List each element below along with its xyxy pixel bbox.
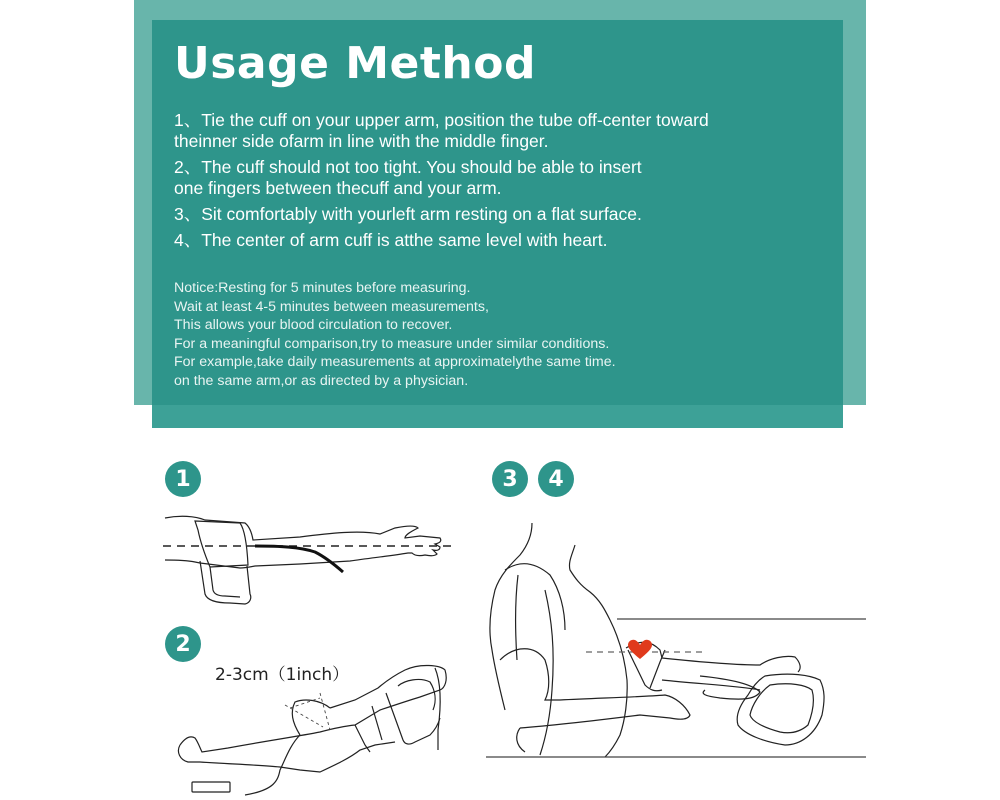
step-4: 4、The center of arm cuff is atthe same level with heart.	[174, 230, 608, 250]
step-1: 1、Tie the cuff on your upper arm, position the tube off-center toward theinner side ofarm in line with the middle finger.	[174, 110, 709, 151]
step-badge-2: 2	[165, 626, 201, 662]
step-badge-1: 1	[165, 461, 201, 497]
finger-gap-indicator	[285, 693, 330, 730]
arm-cuff-illustration-2	[178, 665, 446, 795]
arm-with-cuff-on-table	[626, 642, 800, 699]
bp-monitor-device	[737, 674, 824, 745]
cuff-tube	[255, 546, 343, 572]
seated-person-illustration	[490, 523, 690, 757]
arm-cuff-illustration-1	[165, 516, 441, 604]
notice-text: Notice:Resting for 5 minutes before measuring. Wait at least 4-5 minutes between measurements, This allows your blood circulation to recover. For a meaningful comparison,try to measure under similar conditions. For example,take daily measurements at approximatelythe same time. on the same arm,or as directed by a physician.	[174, 280, 616, 389]
step-2: 2、The cuff should not too tight. You should be able to insert one fingers between thecuff and your arm.	[174, 157, 642, 198]
step-badge-3: 3	[492, 461, 528, 497]
step-3: 3、Sit comfortably with yourleft arm resting on a flat surface.	[174, 204, 642, 224]
page-title: Usage Method	[174, 38, 536, 89]
measure-label: 2-3cm（1inch）	[215, 665, 350, 685]
step-badge-4: 4	[538, 461, 574, 497]
